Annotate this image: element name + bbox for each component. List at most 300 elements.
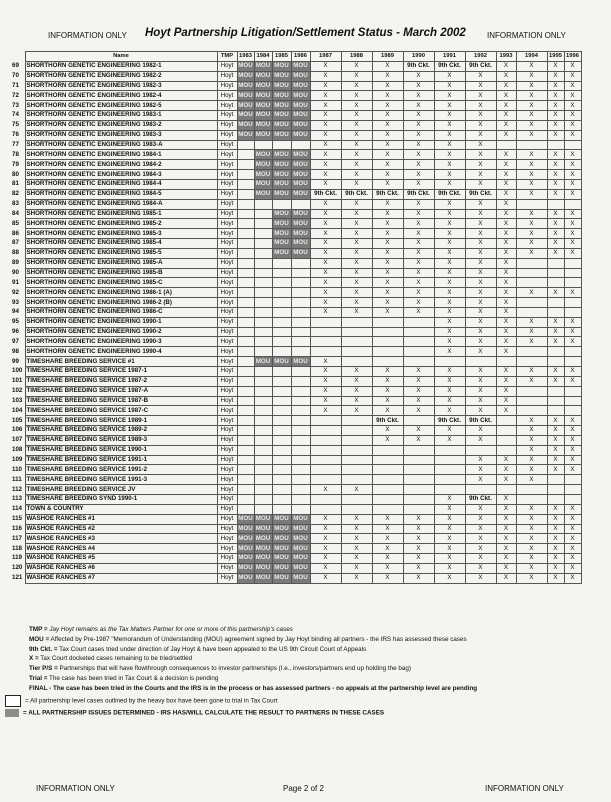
status-cell: X: [341, 278, 372, 288]
status-cell: [237, 376, 254, 386]
status-cell: [254, 278, 272, 288]
status-cell: X: [403, 435, 434, 445]
legend-final-key: FINAL -: [29, 684, 52, 692]
status-cell: [372, 347, 403, 357]
partnership-name: WASHOE RANCHES #1: [25, 514, 217, 524]
status-cell: [254, 347, 272, 357]
row-number: 86: [12, 229, 19, 237]
row-number: 117: [12, 534, 22, 542]
status-cell: X: [465, 554, 496, 564]
status-cell: X: [564, 71, 581, 81]
legend-mou-text: Affected by Pre-1987 "Memorandum of Understanding (MOU) agreement signed by Jay Hoyt binding all partners - the IRS has assessed these cases: [50, 635, 467, 643]
status-cell: X: [547, 554, 564, 564]
status-cell: [237, 426, 254, 436]
row-number: 102: [12, 387, 23, 395]
status-cell: MOU: [272, 81, 291, 91]
status-cell: X: [547, 573, 564, 583]
status-cell: X: [403, 111, 434, 121]
row-number-header: [12, 52, 25, 62]
status-cell: [237, 150, 254, 160]
status-cell: X: [547, 248, 564, 258]
status-cell: X: [496, 209, 516, 219]
table-row: [12, 101, 581, 111]
status-cell: X: [564, 416, 581, 426]
partnership-name: SHORTHORN GENETIC ENGINEERING 1983-2: [25, 120, 217, 130]
status-cell: [547, 307, 564, 317]
status-cell: MOU: [291, 563, 310, 573]
partnership-name: SHORTHORN GENETIC ENGINEERING 1990-2: [25, 327, 217, 337]
partnership-name: SHORTHORN GENETIC ENGINEERING 1986-1 (A): [25, 288, 217, 298]
footer-left-notice: INFORMATION ONLY: [36, 784, 115, 793]
table-row: [12, 179, 581, 189]
status-table: [12, 51, 582, 584]
tmp-cell: Hoyt: [217, 573, 237, 583]
status-cell: [237, 189, 254, 199]
status-cell: [272, 386, 291, 396]
status-cell: [403, 504, 434, 514]
status-cell: X: [310, 563, 341, 573]
status-cell: X: [372, 534, 403, 544]
status-cell: X: [403, 209, 434, 219]
status-cell: [237, 435, 254, 445]
status-cell: X: [341, 554, 372, 564]
status-cell: X: [403, 554, 434, 564]
status-cell: X: [310, 524, 341, 534]
gray-swatch: [5, 709, 19, 717]
table-row: [12, 386, 581, 396]
status-cell: X: [496, 81, 516, 91]
status-cell: [237, 140, 254, 150]
legend: [23, 626, 604, 720]
tmp-cell: Hoyt: [217, 455, 237, 465]
status-cell: 9th Ckt.: [403, 61, 434, 71]
status-cell: [341, 337, 372, 347]
status-cell: X: [341, 71, 372, 81]
status-cell: [341, 416, 372, 426]
status-cell: X: [465, 455, 496, 465]
tmp-cell: Hoyt: [217, 534, 237, 544]
status-cell: [291, 455, 310, 465]
status-cell: [291, 504, 310, 514]
status-cell: X: [403, 239, 434, 249]
status-cell: X: [465, 376, 496, 386]
row-number: 115: [12, 515, 22, 523]
status-cell: [341, 347, 372, 357]
status-cell: X: [465, 544, 496, 554]
status-cell: X: [372, 61, 403, 71]
partnership-name: TIMESHARE BREEDING SERVICE 1990-1: [25, 445, 217, 455]
status-cell: X: [547, 504, 564, 514]
status-cell: 9th Ckt.: [372, 189, 403, 199]
status-cell: X: [496, 239, 516, 249]
status-cell: X: [372, 150, 403, 160]
status-cell: X: [341, 248, 372, 258]
status-cell: X: [516, 426, 547, 436]
partnership-name: SHORTHORN GENETIC ENGINEERING 1984-5: [25, 189, 217, 199]
status-cell: [237, 367, 254, 377]
status-cell: X: [341, 81, 372, 91]
column-header: 1991: [434, 52, 465, 62]
status-cell: X: [372, 298, 403, 308]
status-cell: X: [372, 160, 403, 170]
status-cell: [403, 485, 434, 495]
status-cell: X: [516, 170, 547, 180]
column-header: 1995: [547, 52, 564, 62]
status-cell: X: [310, 307, 341, 317]
row-number: 99: [12, 357, 19, 365]
status-cell: MOU: [272, 239, 291, 249]
status-cell: X: [465, 278, 496, 288]
tmp-cell: Hoyt: [217, 229, 237, 239]
status-cell: X: [496, 307, 516, 317]
status-cell: X: [564, 160, 581, 170]
table-body: [12, 61, 581, 583]
status-cell: X: [465, 268, 496, 278]
status-cell: X: [496, 258, 516, 268]
status-cell: [237, 317, 254, 327]
status-cell: X: [496, 475, 516, 485]
status-cell: X: [564, 445, 581, 455]
status-cell: X: [434, 534, 465, 544]
status-cell: [291, 317, 310, 327]
status-cell: [434, 475, 465, 485]
status-cell: [291, 426, 310, 436]
status-cell: X: [310, 396, 341, 406]
status-cell: [372, 445, 403, 455]
status-cell: X: [547, 81, 564, 91]
status-cell: X: [465, 524, 496, 534]
status-cell: [272, 258, 291, 268]
status-cell: 9th Ckt.: [465, 189, 496, 199]
status-cell: X: [547, 327, 564, 337]
status-cell: X: [403, 130, 434, 140]
table-row: [12, 573, 581, 583]
status-cell: [341, 475, 372, 485]
status-cell: X: [496, 386, 516, 396]
status-cell: MOU: [291, 209, 310, 219]
partnership-name: SHORTHORN GENETIC ENGINEERING 1985-2: [25, 219, 217, 229]
status-cell: X: [310, 288, 341, 298]
table-row: [12, 239, 581, 249]
status-cell: [272, 307, 291, 317]
status-cell: X: [547, 120, 564, 130]
status-cell: [254, 140, 272, 150]
status-cell: [272, 199, 291, 209]
legend-x-key: X =: [29, 655, 39, 663]
status-cell: X: [465, 367, 496, 377]
status-cell: MOU: [291, 534, 310, 544]
status-cell: X: [465, 426, 496, 436]
status-cell: X: [310, 111, 341, 121]
status-cell: X: [434, 160, 465, 170]
status-cell: X: [516, 248, 547, 258]
status-cell: X: [465, 465, 496, 475]
tmp-cell: Hoyt: [217, 347, 237, 357]
status-cell: [547, 278, 564, 288]
row-number: 73: [12, 101, 19, 109]
row-number: 98: [12, 347, 19, 355]
status-cell: X: [403, 386, 434, 396]
status-cell: X: [516, 209, 547, 219]
status-cell: X: [372, 248, 403, 258]
tmp-cell: Hoyt: [217, 268, 237, 278]
status-cell: X: [516, 524, 547, 534]
table-row: [12, 475, 581, 485]
partnership-name: SHORTHORN GENETIC ENGINEERING 1984-2: [25, 160, 217, 170]
status-cell: X: [496, 179, 516, 189]
column-header: 1993: [496, 52, 516, 62]
status-cell: X: [516, 563, 547, 573]
status-cell: X: [496, 61, 516, 71]
status-cell: X: [465, 140, 496, 150]
status-cell: X: [434, 544, 465, 554]
status-cell: X: [547, 367, 564, 377]
status-cell: [291, 327, 310, 337]
status-cell: X: [496, 534, 516, 544]
status-cell: X: [465, 307, 496, 317]
status-cell: X: [547, 376, 564, 386]
status-cell: MOU: [272, 179, 291, 189]
status-cell: X: [465, 209, 496, 219]
status-cell: X: [516, 61, 547, 71]
status-cell: X: [372, 544, 403, 554]
status-cell: MOU: [272, 229, 291, 239]
status-cell: [547, 199, 564, 209]
status-cell: X: [564, 61, 581, 71]
row-number: 87: [12, 239, 19, 247]
status-cell: [291, 298, 310, 308]
row-number: 89: [12, 259, 19, 267]
status-cell: MOU: [291, 120, 310, 130]
legend-gray: [23, 709, 604, 718]
table-row: [12, 406, 581, 416]
tmp-cell: Hoyt: [217, 288, 237, 298]
status-cell: X: [496, 268, 516, 278]
status-cell: MOU: [255, 72, 271, 80]
status-cell: X: [496, 367, 516, 377]
partnership-name: SHORTHORN GENETIC ENGINEERING 1984-1: [25, 150, 217, 160]
tmp-cell: Hoyt: [217, 248, 237, 258]
status-cell: [254, 465, 272, 475]
status-cell: [254, 219, 272, 229]
status-cell: X: [516, 229, 547, 239]
status-cell: X: [310, 544, 341, 554]
status-cell: [516, 357, 547, 367]
table-row: [12, 307, 581, 317]
status-cell: X: [372, 435, 403, 445]
status-cell: MOU: [255, 515, 271, 523]
status-cell: X: [310, 170, 341, 180]
status-cell: X: [403, 298, 434, 308]
status-cell: [516, 199, 547, 209]
partnership-name: TIMESHARE BREEDING SERVICE 1991-3: [25, 475, 217, 485]
status-cell: X: [465, 288, 496, 298]
status-cell: X: [341, 150, 372, 160]
status-cell: X: [547, 91, 564, 101]
row-number: 71: [12, 81, 19, 89]
status-cell: [237, 396, 254, 406]
status-cell: X: [341, 534, 372, 544]
status-cell: [254, 298, 272, 308]
status-cell: [564, 298, 581, 308]
status-cell: [272, 337, 291, 347]
status-cell: [547, 258, 564, 268]
partnership-name: WASHOE RANCHES #3: [25, 534, 217, 544]
status-cell: [291, 347, 310, 357]
status-cell: X: [310, 514, 341, 524]
tmp-cell: Hoyt: [217, 406, 237, 416]
status-cell: X: [496, 465, 516, 475]
status-cell: X: [310, 554, 341, 564]
status-cell: X: [310, 298, 341, 308]
partnership-name: SHORTHORN GENETIC ENGINEERING 1990-1: [25, 317, 217, 327]
status-cell: X: [465, 327, 496, 337]
table-row: [12, 494, 581, 504]
status-cell: MOU: [272, 534, 291, 544]
status-cell: X: [434, 239, 465, 249]
status-cell: X: [465, 563, 496, 573]
column-header: 1987: [310, 52, 341, 62]
status-cell: X: [547, 150, 564, 160]
status-cell: X: [372, 376, 403, 386]
status-cell: X: [516, 367, 547, 377]
status-cell: [272, 416, 291, 426]
status-cell: X: [496, 455, 516, 465]
status-cell: MOU: [255, 190, 271, 198]
status-cell: X: [372, 130, 403, 140]
tmp-cell: Hoyt: [217, 327, 237, 337]
status-cell: [272, 317, 291, 327]
table-row: [12, 485, 581, 495]
status-cell: X: [434, 426, 465, 436]
table-row: [12, 376, 581, 386]
status-cell: X: [372, 120, 403, 130]
legend-tier: [29, 665, 604, 672]
table-row: [12, 268, 581, 278]
tmp-cell: Hoyt: [217, 435, 237, 445]
status-cell: X: [496, 111, 516, 121]
status-cell: [372, 504, 403, 514]
status-cell: X: [516, 91, 547, 101]
status-cell: [403, 416, 434, 426]
status-cell: 9th Ckt.: [403, 189, 434, 199]
status-cell: X: [496, 347, 516, 357]
status-cell: MOU: [272, 573, 291, 583]
status-cell: X: [341, 288, 372, 298]
status-cell: [341, 435, 372, 445]
legend-tmp-text: Jay Hoyt remains as the Tax Matters Partner for one or more of this partnership's cases: [49, 626, 293, 633]
row-number: 92: [12, 288, 19, 296]
status-cell: X: [547, 445, 564, 455]
status-cell: [237, 337, 254, 347]
status-cell: X: [434, 120, 465, 130]
status-cell: [254, 426, 272, 436]
tmp-cell: Hoyt: [217, 219, 237, 229]
row-number: 74: [12, 111, 19, 119]
status-cell: [254, 494, 272, 504]
status-cell: MOU: [272, 189, 291, 199]
status-cell: [254, 504, 272, 514]
status-cell: MOU: [238, 534, 253, 542]
status-cell: [272, 504, 291, 514]
row-number: 83: [12, 200, 19, 208]
status-cell: X: [564, 554, 581, 564]
status-cell: [254, 268, 272, 278]
tmp-cell: Hoyt: [217, 199, 237, 209]
status-cell: X: [496, 327, 516, 337]
status-cell: X: [465, 160, 496, 170]
row-number: 107: [12, 436, 23, 444]
status-cell: X: [564, 229, 581, 239]
tmp-cell: Hoyt: [217, 101, 237, 111]
status-cell: X: [310, 573, 341, 583]
status-cell: X: [434, 435, 465, 445]
status-cell: [237, 239, 254, 249]
status-cell: X: [465, 347, 496, 357]
status-cell: MOU: [238, 121, 253, 129]
status-cell: X: [341, 268, 372, 278]
status-cell: X: [465, 71, 496, 81]
status-cell: X: [547, 71, 564, 81]
status-cell: X: [434, 514, 465, 524]
partnership-name: SHORTHORN GENETIC ENGINEERING 1985-B: [25, 268, 217, 278]
partnership-name: TIMESHARE BREEDING SERVICE 1989-3: [25, 435, 217, 445]
column-header: 1989: [372, 52, 403, 62]
status-cell: X: [434, 376, 465, 386]
status-cell: X: [547, 544, 564, 554]
status-cell: [272, 426, 291, 436]
status-cell: [291, 475, 310, 485]
status-cell: [310, 337, 341, 347]
status-cell: MOU: [255, 160, 271, 168]
status-cell: [564, 406, 581, 416]
status-cell: [434, 465, 465, 475]
status-cell: X: [564, 504, 581, 514]
status-cell: X: [547, 219, 564, 229]
status-cell: MOU: [238, 131, 253, 139]
status-cell: [516, 298, 547, 308]
status-cell: X: [564, 534, 581, 544]
status-cell: 9th Ckt.: [434, 416, 465, 426]
status-cell: [291, 445, 310, 455]
status-cell: MOU: [238, 111, 253, 119]
status-cell: X: [310, 258, 341, 268]
tmp-cell: Hoyt: [217, 81, 237, 91]
status-cell: [272, 455, 291, 465]
partnership-name: TIMESHARE BREEDING SERVICE 1987-A: [25, 386, 217, 396]
status-cell: [341, 445, 372, 455]
status-cell: X: [516, 179, 547, 189]
status-cell: [372, 465, 403, 475]
status-cell: X: [310, 248, 341, 258]
status-cell: MOU: [291, 179, 310, 189]
status-cell: [310, 435, 341, 445]
status-cell: [291, 337, 310, 347]
row-number: 109: [12, 456, 23, 464]
status-cell: MOU: [272, 248, 291, 258]
status-cell: MOU: [272, 544, 291, 554]
partnership-name: SHORTHORN GENETIC ENGINEERING 1982-1: [25, 61, 217, 71]
status-cell: [310, 445, 341, 455]
tmp-cell: Hoyt: [217, 120, 237, 130]
partnership-name: SHORTHORN GENETIC ENGINEERING 1985-3: [25, 229, 217, 239]
status-cell: X: [434, 288, 465, 298]
status-cell: X: [341, 140, 372, 150]
status-cell: X: [372, 396, 403, 406]
tmp-cell: Hoyt: [217, 91, 237, 101]
status-cell: X: [434, 494, 465, 504]
table-row: [12, 120, 581, 130]
